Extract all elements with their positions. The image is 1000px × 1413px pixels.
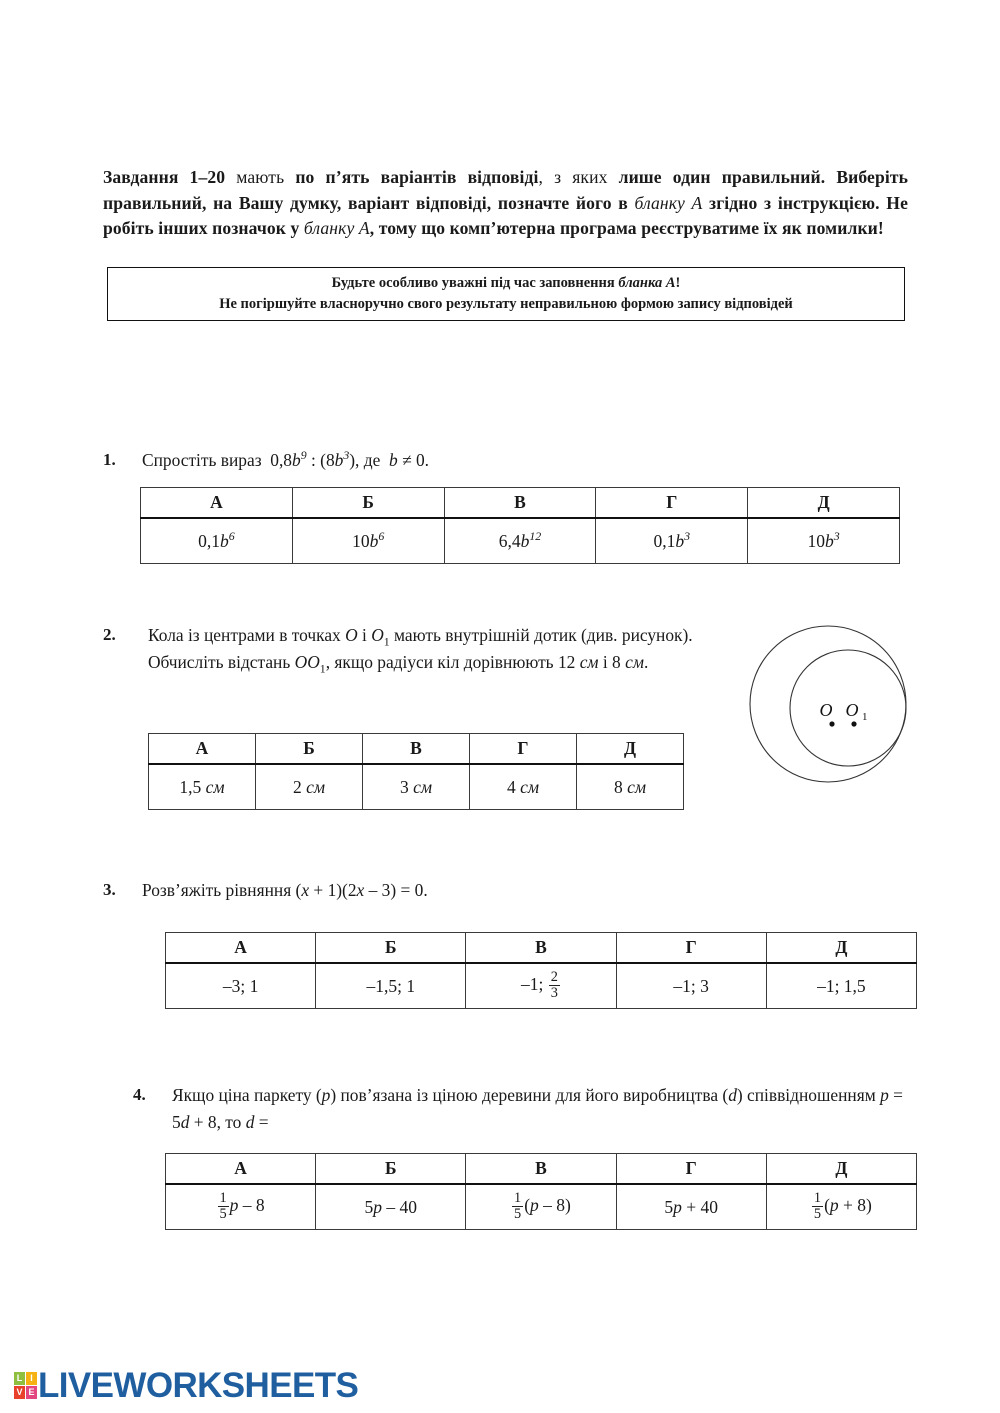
question-3-text: Розв’яжіть рівняння (x + 1)(2x – 3) = 0. [142,880,428,900]
option-cell-Б[interactable]: $10b^6$ [292,518,444,564]
table-row [166,963,917,1009]
option-letter-В: В [444,488,596,519]
option-letter-Д: Д [748,488,900,519]
instructions-segment: мають [236,167,296,187]
option-cell-А[interactable]: –3; 1 [166,963,316,1009]
option-cell-Г[interactable]: 5p + 40 [616,1184,766,1230]
question-3-options-table [165,932,917,1009]
option-letter-А: А [141,488,293,519]
option-cell-Д[interactable]: –1; 1,5 [766,963,916,1009]
option-letter-Д: Д [577,734,684,765]
option-cell-А[interactable]: 1,5 см [149,764,256,810]
option-letter-А: А [166,933,316,964]
option-letter-Б: Б [292,488,444,519]
warning-text-end: ! [675,275,681,291]
label-o1: O [845,700,859,720]
instructions-segment: бланку А [303,218,370,239]
warning-text: Будьте особливо уважні під час заповнення [331,275,619,291]
option-letter-Б: Б [316,933,466,964]
instructions-segment: , з яких [538,167,619,187]
question-2-options-table [148,733,684,810]
option-cell-В[interactable]: $6,4b^{12}$ [444,518,596,564]
option-letter-Г: Г [616,1154,766,1185]
table-header-row [166,933,917,964]
label-o: O [819,700,833,720]
option-letter-Г: Г [616,933,766,964]
center-point-o [829,721,834,726]
liveworksheets-logo-icon [14,1372,37,1399]
option-letter-Д: Д [766,1154,916,1185]
option-letter-В: В [466,933,616,964]
option-cell-Г[interactable]: $0,1b^3$ [596,518,748,564]
option-cell-Г[interactable]: –1; 3 [616,963,766,1009]
option-letter-Б: Б [316,1154,466,1185]
option-letter-Г: Г [596,488,748,519]
instructions-segment: , тому що комп’ютерна програма реєструватиме їх як помилки! [369,218,884,239]
logo-tile-l: L [14,1372,25,1385]
warning-form-name: бланка А [618,275,676,291]
question-2-number: 2. [103,625,116,644]
logo-tile-v: V [14,1386,25,1399]
warning-box [107,267,905,321]
circles-svg [748,618,920,790]
table-header-row [149,734,684,765]
instructions-paragraph [103,165,908,242]
question-1-number: 1. [103,450,116,469]
question-4-options-table [165,1153,917,1230]
question-4-number: 4. [133,1085,146,1104]
option-cell-Г[interactable]: 4 см [470,764,577,810]
question-1-text: Спростіть вираз $0,8b^9$ : $(8b^3)$, де b ≠ 0. [142,448,430,470]
question-4-text: Якщо ціна паркету (p) пов’язана із ціною деревини для його виробництва (d) співвідношенням p = 5d + 8, то d = [172,1085,903,1132]
option-cell-А[interactable]: $0,1b^6$ [141,518,293,564]
option-cell-Д[interactable]: $10b^3$ [748,518,900,564]
option-letter-Д: Д [766,933,916,964]
instructions-segment: по п’ять варіантів відповіді [295,167,539,187]
option-cell-В[interactable]: 3 см [363,764,470,810]
instructions-segment: згідно з інструкцією. Не робіть інших позначок у [103,192,909,239]
instructions-segment: бланку А [634,192,703,213]
option-letter-В: В [363,734,470,765]
table-header-row [166,1154,917,1185]
option-cell-Б[interactable]: –1,5; 1 [316,963,466,1009]
table-row [149,764,684,810]
logo-tile-e: E [26,1386,37,1399]
option-cell-Б[interactable]: 2 см [256,764,363,810]
option-cell-Д[interactable]: 8 см [577,764,684,810]
instructions-segment: Завдання 1–20 [103,167,237,187]
liveworksheets-logo[interactable] [14,1368,358,1403]
question-2-text: Кола із центрами в точках O і $O_1$ мають внутрішній дотик (див. рисунок). Обчисліть відстань $OO_1$, якщо радіуси кіл дорівнюють 12 см і 8 см. [148,625,693,676]
table-row [166,1184,917,1230]
option-cell-В[interactable]: $\frac{1}{5}$ (p – 8) [466,1184,616,1230]
option-cell-А[interactable]: $\frac{1}{5}$ p – 8 [166,1184,316,1230]
option-letter-А: А [166,1154,316,1185]
warning-line-2: Не погіршуйте власноручно свого результату неправильною формою запису відповідей [219,296,793,312]
question-3-number: 3. [103,880,116,899]
table-header-row [141,488,900,519]
warning-line-1 [332,273,681,294]
option-cell-Д[interactable]: $\frac{1}{5}$ (p + 8) [766,1184,916,1230]
logo-tile-i: I [26,1372,37,1385]
question-1-options-table [140,487,900,564]
label-o1-subscript: 1 [862,711,868,723]
option-letter-Г: Г [470,734,577,765]
table-row [141,518,900,564]
option-letter-Б: Б [256,734,363,765]
option-letter-А: А [149,734,256,765]
instructions-segment: лише один правильний [618,167,821,187]
option-cell-В[interactable]: –1; $\frac{2}{3}$ [466,963,616,1009]
liveworksheets-wordmark: LIVEWORKSHEETS [38,1366,359,1405]
option-letter-В: В [466,1154,616,1185]
circles-figure [748,618,920,790]
center-point-o1 [851,721,856,726]
option-cell-Б[interactable]: 5p – 40 [316,1184,466,1230]
instructions-segment: . Виберіть правильний, на Вашу думку, варіант відповіді, позначте його в [103,167,908,213]
